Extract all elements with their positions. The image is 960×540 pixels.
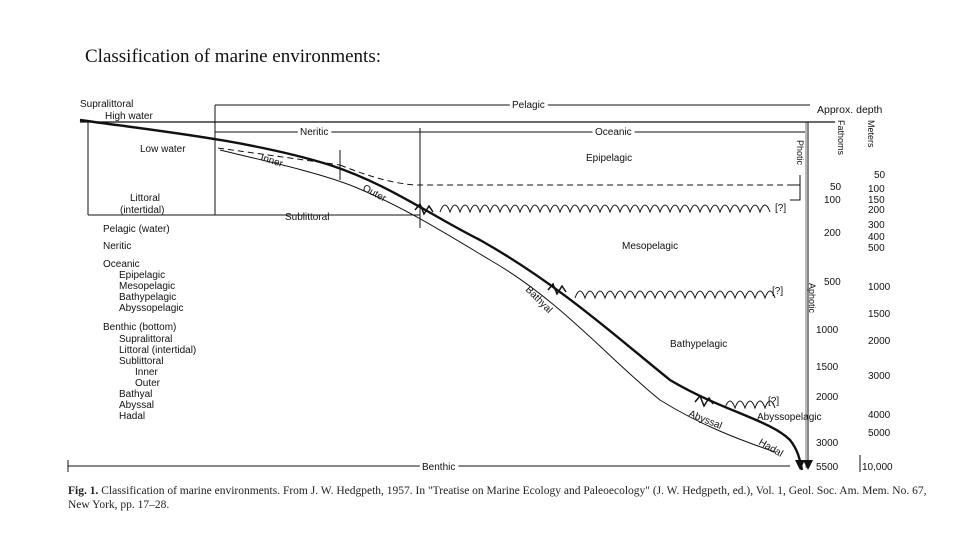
legend-item: Benthic (bottom) xyxy=(103,322,177,333)
legend-item: Epipelagic xyxy=(119,270,166,281)
caption-text: Classification of marine environments. From J. W. Hedgpeth, 1957. In "Treatise on Marine Ecology and Paleoecology" (J. W. Hedgpeth, ed.), Vol. 1, Geol. Soc. Am. Mem. No. 67, New York, pp. 17–28. xyxy=(68,485,927,511)
fathoms-label: Fathoms xyxy=(836,120,846,156)
fathom-tick: 1500 xyxy=(816,362,839,373)
meter-tick: 2000 xyxy=(868,336,891,347)
page-title: Classification of marine environments: xyxy=(85,46,382,67)
hadal-label: Hadal xyxy=(756,437,785,460)
bathypelagic-boundary-waves xyxy=(575,291,775,298)
fathom-tick: 100 xyxy=(824,195,841,206)
meter-tick: 1000 xyxy=(868,282,891,293)
benthic-label: Benthic xyxy=(422,462,456,473)
aphotic-label: Aphotic xyxy=(807,283,817,314)
meter-tick: 50 xyxy=(874,170,886,181)
meters-label: Meters xyxy=(866,120,876,148)
meter-tick: 150 xyxy=(868,195,885,206)
fathom-tick: 50 xyxy=(830,182,842,193)
fathom-tick: 3000 xyxy=(816,438,839,449)
meter-tick: 300 xyxy=(868,220,885,231)
abyssal-label: Abyssal xyxy=(686,408,724,432)
legend-item: Bathyal xyxy=(119,389,153,400)
meter-tick: 4000 xyxy=(868,410,891,421)
question-2: [?] xyxy=(772,286,784,297)
low-water-label: Low water xyxy=(140,144,186,155)
legend-item: Hadal xyxy=(119,411,146,422)
pelagic-label: Pelagic xyxy=(512,100,545,111)
legend-item: Oceanic xyxy=(103,259,140,270)
photic-label: Photic xyxy=(795,140,805,166)
legend-item: Bathypelagic xyxy=(119,292,177,303)
bathyal-label: Bathyal xyxy=(522,284,555,316)
abyssopelagic-label: Abyssopelagic xyxy=(757,412,822,423)
oceanic-label: Oceanic xyxy=(595,127,632,138)
approx-depth-label: Approx. depth xyxy=(817,104,883,116)
littoral-label: Littoral xyxy=(130,193,161,204)
caption-label: Fig. 1. xyxy=(68,485,99,497)
outer-label: Outer xyxy=(360,182,388,205)
inner-label: Inner xyxy=(259,152,285,170)
supralittoral-label: Supralittoral xyxy=(80,99,134,110)
fathom-tick: 500 xyxy=(824,277,841,288)
fathom-tick: 200 xyxy=(824,228,841,239)
legend-item: Abyssopelagic xyxy=(119,303,184,314)
meter-tick: 10,000 xyxy=(862,462,893,473)
meter-tick: 100 xyxy=(868,184,885,195)
meter-tick: 200 xyxy=(868,205,885,216)
meter-tick: 500 xyxy=(868,243,885,254)
meter-tick: 3000 xyxy=(868,371,891,382)
photic-boundary-line xyxy=(340,165,790,185)
fathom-tick: 5500 xyxy=(816,462,839,473)
legend-item: Mesopelagic xyxy=(119,281,176,292)
neritic-label: Neritic xyxy=(300,127,329,138)
question-1: [?] xyxy=(775,203,787,214)
bathypelagic-label: Bathypelagic xyxy=(670,339,728,350)
meter-scale xyxy=(862,170,893,473)
fathom-scale xyxy=(816,182,842,473)
meter-tick: 1500 xyxy=(868,309,891,320)
legend-item: Supralittoral xyxy=(119,334,173,345)
fathom-tick: 1000 xyxy=(816,325,839,336)
legend-item: Neritic xyxy=(103,241,132,252)
legend-item: Outer xyxy=(135,378,161,389)
meter-tick: 400 xyxy=(868,232,885,243)
fathom-tick: 2000 xyxy=(816,392,839,403)
legend-item: Pelagic (water) xyxy=(103,224,170,235)
meter-tick: 5000 xyxy=(868,428,891,439)
epipelagic-label: Epipelagic xyxy=(586,153,633,164)
left-legend xyxy=(103,224,196,422)
legend-item: Abyssal xyxy=(119,400,155,411)
sublittoral-label: Sublittoral xyxy=(285,212,330,223)
high-water-label: High water xyxy=(105,111,153,122)
legend-item: Inner xyxy=(135,367,158,378)
mesopelagic-boundary-waves xyxy=(440,205,770,212)
mesopelagic-label: Mesopelagic xyxy=(622,241,679,252)
figure-caption xyxy=(68,484,938,512)
question-3: [?] xyxy=(768,396,780,407)
legend-item: Littoral (intertidal) xyxy=(119,345,197,356)
intertidal-label: (intertidal) xyxy=(120,205,165,216)
legend-item: Sublittoral xyxy=(119,356,164,367)
